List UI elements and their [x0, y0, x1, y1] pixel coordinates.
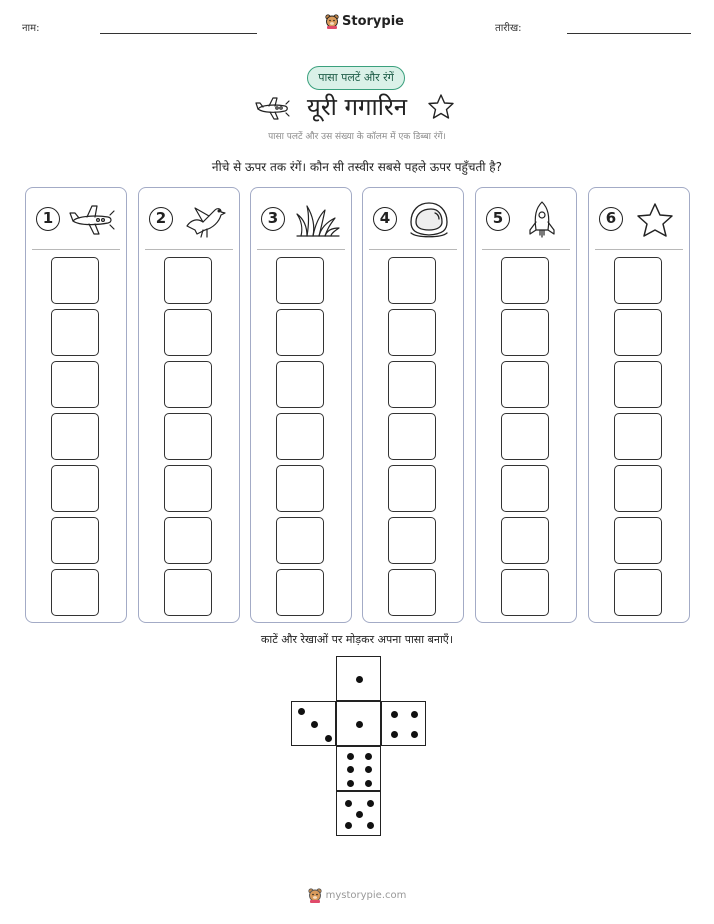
column-header [363, 200, 463, 240]
brand-logo [325, 14, 404, 29]
column-3 [250, 187, 352, 623]
storypie-bear-icon [308, 888, 322, 903]
dice-pip [356, 676, 363, 683]
color-box[interactable] [388, 413, 436, 460]
activity-tag: पासा पलटें और रंगें [307, 66, 405, 90]
date-line [567, 33, 691, 34]
dice-face-6 [336, 746, 381, 791]
column-2 [138, 187, 240, 623]
color-box[interactable] [614, 465, 662, 512]
dice-pip [345, 800, 352, 807]
column-header [589, 200, 689, 240]
color-box[interactable] [276, 517, 324, 564]
color-box[interactable] [614, 309, 662, 356]
color-box[interactable] [614, 257, 662, 304]
dice-pip [367, 800, 374, 807]
color-box[interactable] [388, 309, 436, 356]
color-box[interactable] [614, 413, 662, 460]
color-box[interactable] [51, 517, 99, 564]
dice-face-1 [336, 701, 381, 746]
dice-pip [298, 708, 305, 715]
color-box[interactable] [614, 517, 662, 564]
color-box[interactable] [276, 413, 324, 460]
name-label: नाम: [22, 23, 40, 34]
color-box[interactable] [51, 569, 99, 616]
color-box[interactable] [388, 569, 436, 616]
column-header [476, 200, 576, 240]
color-box[interactable] [51, 309, 99, 356]
dice-pip [347, 766, 354, 773]
color-box[interactable] [164, 413, 212, 460]
dice-pip [365, 766, 372, 773]
column-1 [25, 187, 127, 623]
color-box[interactable] [51, 465, 99, 512]
column-divider [145, 249, 233, 250]
color-box[interactable] [501, 309, 549, 356]
color-box[interactable] [501, 413, 549, 460]
color-box[interactable] [51, 361, 99, 408]
name-line [100, 33, 257, 34]
star-icon [631, 200, 679, 240]
color-box[interactable] [388, 361, 436, 408]
page-title: यूरी गगारिन [306, 93, 408, 121]
color-box[interactable] [276, 361, 324, 408]
column-number: 6 [599, 207, 623, 231]
column-divider [257, 249, 345, 250]
color-box[interactable] [614, 361, 662, 408]
color-box[interactable] [164, 257, 212, 304]
column-5 [475, 187, 577, 623]
column-number: 3 [261, 207, 285, 231]
color-box[interactable] [501, 361, 549, 408]
color-box[interactable] [51, 257, 99, 304]
color-box[interactable] [276, 465, 324, 512]
color-box[interactable] [164, 309, 212, 356]
dice-pip [311, 721, 318, 728]
color-box[interactable] [614, 569, 662, 616]
color-box[interactable] [388, 465, 436, 512]
column-number: 4 [373, 207, 397, 231]
dice-pip [356, 721, 363, 728]
dice-pip [325, 735, 332, 742]
dice-pip [391, 731, 398, 738]
footer [0, 888, 714, 903]
dice-pip [391, 711, 398, 718]
cut-instruction: काटें और रेखाओं पर मोड़कर अपना पासा बनाएँ। [260, 633, 454, 646]
dice-face-3 [291, 701, 336, 746]
color-box[interactable] [164, 465, 212, 512]
color-box[interactable] [388, 257, 436, 304]
column-divider [369, 249, 457, 250]
dice-pip [411, 711, 418, 718]
dice-pip [365, 780, 372, 787]
color-box[interactable] [388, 517, 436, 564]
page-subtitle: पासा पलटें और उस संख्या के कॉलम में एक डिब्बा रंगें। [268, 132, 446, 142]
dice-pip [365, 753, 372, 760]
footer-url: mystorypie.com [325, 890, 407, 901]
color-box[interactable] [164, 569, 212, 616]
date-label: तारीख: [495, 23, 522, 34]
dice-pip [347, 780, 354, 787]
instruction-text: नीचे से ऊपर तक रंगें। कौन सी तस्वीर सबसे पहले ऊपर पहुँचती है? [211, 160, 503, 174]
dice-net [290, 656, 426, 836]
dice-face-4 [381, 701, 426, 746]
column-header [26, 200, 126, 240]
column-number: 2 [149, 207, 173, 231]
color-box[interactable] [276, 257, 324, 304]
dice-pip [345, 822, 352, 829]
brand-name: Storypie [342, 14, 404, 29]
column-4 [362, 187, 464, 623]
color-box[interactable] [164, 517, 212, 564]
color-box[interactable] [276, 309, 324, 356]
column-6 [588, 187, 690, 623]
color-box[interactable] [501, 569, 549, 616]
column-number: 1 [36, 207, 60, 231]
dice-face-1 [336, 656, 381, 701]
color-box[interactable] [164, 361, 212, 408]
color-box[interactable] [501, 257, 549, 304]
column-header [251, 200, 351, 240]
color-box[interactable] [501, 517, 549, 564]
dice-pip [347, 753, 354, 760]
color-box[interactable] [501, 465, 549, 512]
column-divider [595, 249, 683, 250]
title-star-icon [425, 92, 457, 122]
column-divider [482, 249, 570, 250]
airplane-icon [68, 200, 116, 240]
dice-pip [411, 731, 418, 738]
dice-face-5 [336, 791, 381, 836]
dice-pip [356, 811, 363, 818]
bird-icon [181, 200, 229, 240]
column-divider [32, 249, 120, 250]
rocket-icon [518, 200, 566, 240]
color-box[interactable] [276, 569, 324, 616]
grass-icon [293, 200, 341, 240]
storypie-bear-icon [325, 14, 339, 29]
astronaut-helmet-icon [405, 200, 453, 240]
dice-pip [367, 822, 374, 829]
color-box[interactable] [51, 413, 99, 460]
column-number: 5 [486, 207, 510, 231]
column-header [139, 200, 239, 240]
